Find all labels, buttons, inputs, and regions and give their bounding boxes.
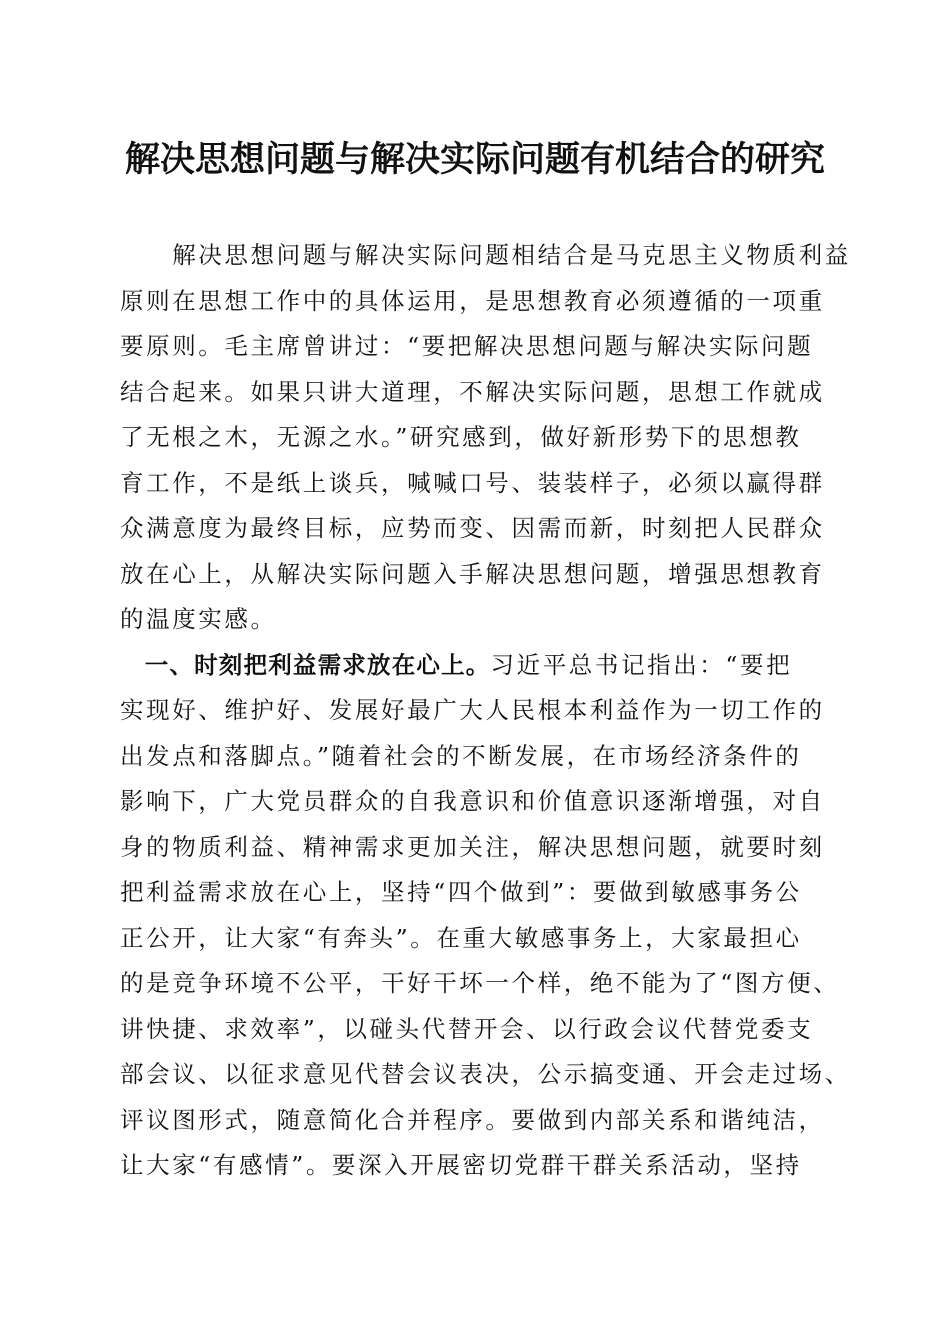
section-line: 把利益需求放在心上，坚持“四个做到”：要做到敏感事务公 bbox=[120, 878, 802, 906]
paragraph-line: 要原则。毛主席曾讲过：“要把解决思想问题与解决实际问题 bbox=[120, 332, 814, 360]
paragraph-line: 放在心上，从解决实际问题入手解决思想问题，增强思想教育 bbox=[120, 559, 825, 588]
document-body bbox=[120, 233, 851, 1189]
paragraph-line: 解决思想问题与解决实际问题相结合是马克思主义物质利益 bbox=[120, 241, 851, 269]
section-heading: 一、时刻把利益需求放在心上。 bbox=[120, 650, 491, 679]
paragraph-line: 的温度实感。 bbox=[120, 605, 277, 633]
section-line: 让大家“有感情”。要深入开展密切党群干群关系活动，坚持 bbox=[120, 1151, 802, 1179]
section-line: 评议图形式，随意简化合并程序。要做到内部关系和谐纯洁， bbox=[120, 1105, 825, 1134]
section-line: 部会议、以征求意见代替会议表决，公示搞变通、开会走过场、 bbox=[120, 1060, 851, 1088]
paragraph-line: 了无根之木，无源之水。”研究感到，做好新形势下的思想教 bbox=[120, 423, 802, 451]
section-line: 影响下，广大党员群众的自我意识和价值意识逐渐增强，对自 bbox=[120, 787, 825, 815]
paragraph-line: 育工作，不是纸上谈兵，喊喊口号、装装样子，必须以赢得群 bbox=[120, 468, 825, 497]
section-first-line-text: 习近平总书记指出：“要把 bbox=[490, 650, 793, 679]
section-line: 出发点和落脚点。”随着社会的不断发展，在市场经济条件的 bbox=[120, 741, 802, 770]
section-line: 讲快捷、求效率”，以碰头代替开会、以行政会议代替党委支 bbox=[120, 1014, 814, 1043]
paragraph-line: 众满意度为最终目标，应势而变、因需而新，时刻把人民群众 bbox=[120, 514, 825, 542]
section-line: 正公开，让大家“有奔头”。在重大敏感事务上，大家最担心 bbox=[120, 923, 802, 952]
document-title: 解决思想问题与解决实际问题有机结合的研究 bbox=[124, 139, 825, 180]
section-first-line bbox=[120, 643, 830, 689]
section-line: 身的物质利益、精神需求更加关注，解决思想问题，就要时刻 bbox=[120, 832, 825, 861]
paragraph-line: 结合起来。如果只讲大道理，不解决实际问题，思想工作就成 bbox=[120, 377, 825, 406]
section-line: 的是竞争环境不公平，干好干坏一个样，绝不能为了“图方便、 bbox=[120, 969, 840, 997]
section-line: 实现好、维护好、发展好最广大人民根本利益作为一切工作的 bbox=[120, 696, 825, 724]
paragraph-line: 原则在思想工作中的具体运用，是思想教育必须遵循的一项重 bbox=[120, 286, 825, 315]
